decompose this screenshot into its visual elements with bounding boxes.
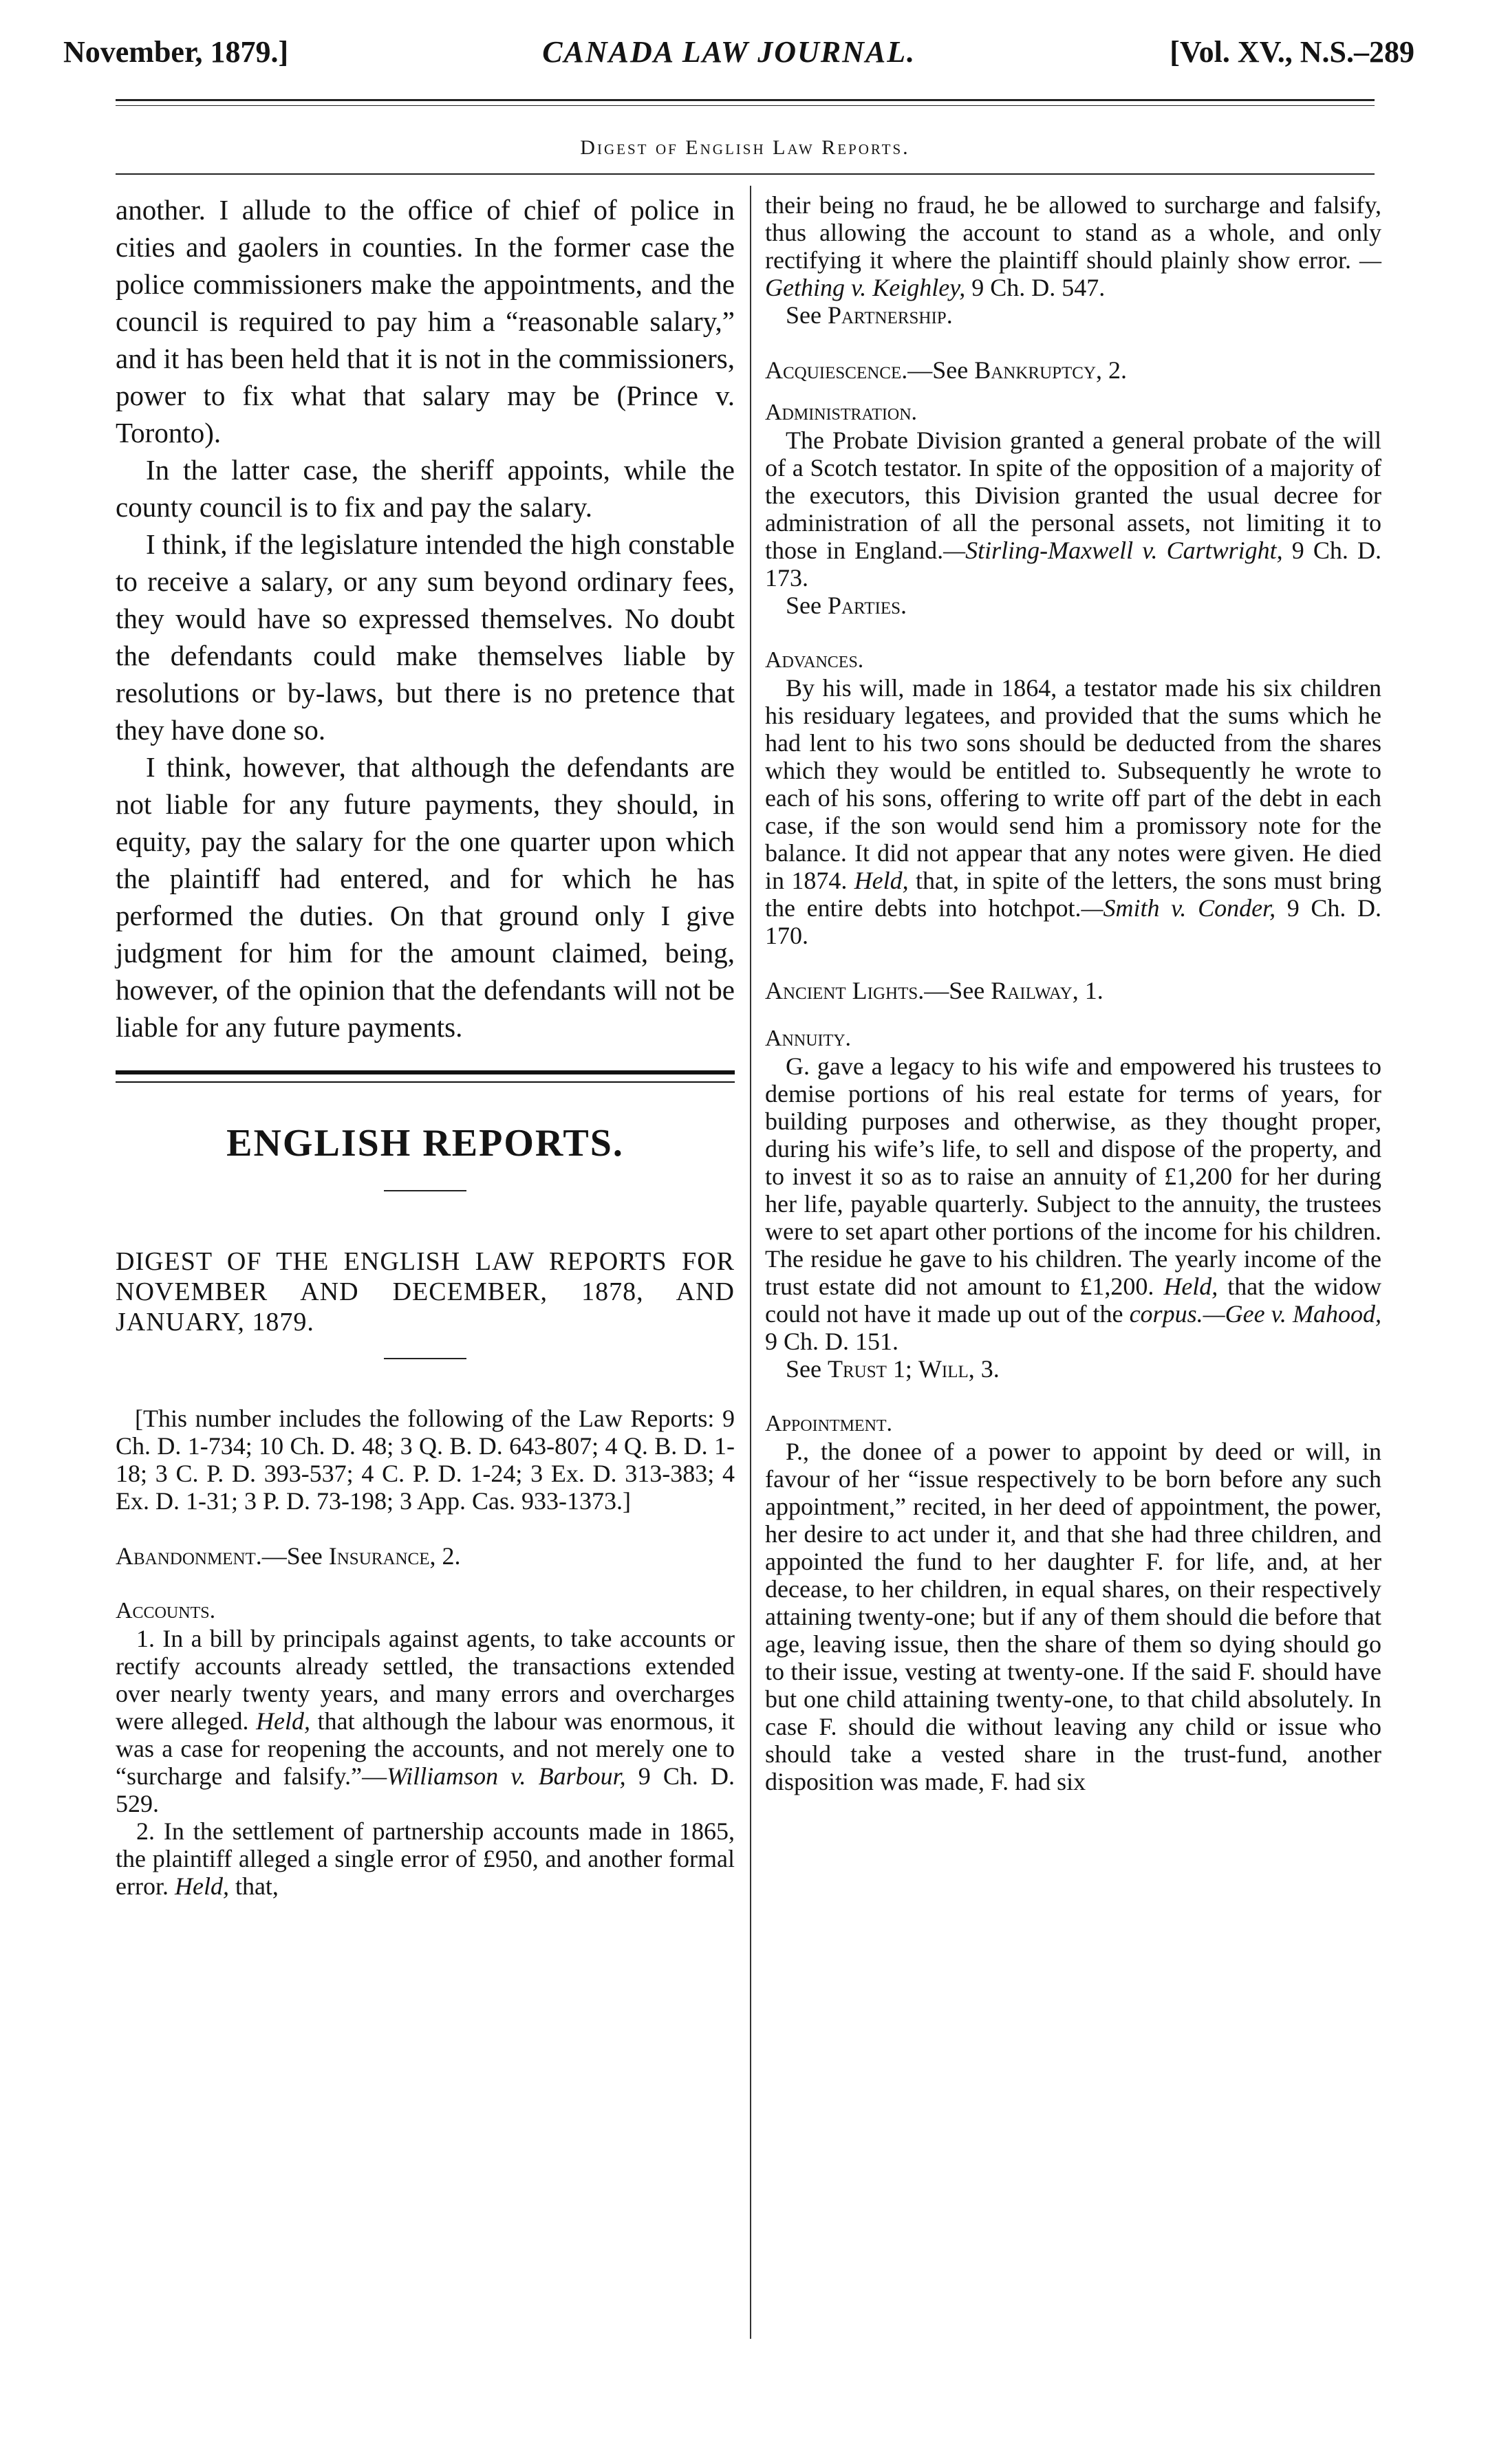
entry-acquiescence (765, 356, 1381, 384)
entry-head: Ancient Lights. (765, 977, 925, 1004)
cross-reference-number: , 1. (1072, 977, 1103, 1004)
entry-paragraph (116, 1625, 735, 1817)
entry-text: 2. In the settlement of partnership accounts made in 1865, the plaintiff alleged a single error of £950, and another formal error. (116, 1817, 735, 1900)
header-date: November, 1879.] (63, 35, 289, 69)
section-divider (116, 1070, 735, 1083)
reports-note: [This number includes the following of the Law Reports: 9 Ch. D. 1-734; 10 Ch. D. 48; 3 Q. B. D. 643-807; 4 Q. B. D. 1-18; 3 C. P. D. 393-537; 4 C. P. D. 1-24; 3 Ex. D. 313-383; 4 Ex. D. 1-31; 3 P. D. 73-198; 3 App. Cas. 933-1373.] (116, 1405, 735, 1515)
paragraph: another. I allude to the office of chief of police in cities and gaolers in counties. In the former case the police commissioners make the appointments, and the council is required to pay him a “reasonable salary,” and it has been held that it is not in the commissioners, power to fix what that salary may be (Prince v. Toronto). (116, 194, 735, 449)
entry-ancient-lights (765, 977, 1381, 1004)
entry-head: Accounts. (116, 1598, 216, 1623)
cross-reference: Railway (991, 977, 1073, 1004)
case-name: —Smith v. Conder, (1081, 894, 1276, 922)
entry-text: 1. In a bill by principals against agents, to take accounts or rectify accounts already settled, the transactions extended over nearly twenty years, and many errors and overcharges were alleged. (116, 1625, 735, 1735)
entry-administration (765, 399, 1381, 619)
entry-text: that although the labour was enormous, it was a case for reopening the accounts, and not merely one to “surcharge and falsify.”— (116, 1707, 735, 1790)
see-prefix: —See (907, 356, 969, 384)
entry-paragraph: P., the donee of a power to appoint by deed or will, in favour of her “issue respectively to be born before any such appointment,” recited, in her deed of appointment, the power, her desire to act under it, and that she had three children, and appointed the fund to her daughter F. for life, and, at her decease, to her children, in equal shares, on their respectively attaining twenty-one; but if any of them should die before that age, leaving issue, then the share of them so dying should go to their issue, vesting at twenty-one. If the said F. should have but one child attaining twenty-one, to that child absolutely. In case F. should die without leaving any child or issue who should take a vested share in the trust-fund, another disposition was made, F. had six (765, 1438, 1381, 1795)
digest-rule (384, 1358, 466, 1359)
see-prefix: —See (924, 977, 985, 1004)
paragraph: I think, if the legislature intended the high constable to receive a salary, or any sum beyond ordinary fees, they would have so expressed themselves. No doubt the defendants could make themselves liable by resolutions or by-laws, but there is no pretence that they have done so. (116, 528, 735, 746)
journal-title: CANADA LAW JOURNAL. (542, 35, 916, 69)
entry-annuity (765, 1025, 1381, 1383)
subhead-rule (116, 173, 1375, 175)
left-column (116, 191, 735, 1900)
entry-head: Appointment. (765, 1411, 893, 1436)
held: Held, (174, 1872, 229, 1900)
entry-paragraph (765, 674, 1381, 949)
entry-head: Acquiescence. (765, 356, 908, 384)
cross-reference: Insurance (328, 1542, 430, 1570)
cross-reference: Bankruptcy (974, 356, 1097, 384)
held: Held, (854, 867, 909, 894)
judgment-text (116, 191, 735, 1046)
entry-text: G. gave a legacy to his wife and empowered his trustees to demise portions of his real estate for terms of years, for building purposes and otherwise, as they thought proper, during his wife’s life, to sell and dispose of the property, and to invest it so as to raise an annuity of £1,200 for her during her life, payable quarterly. Subject to the annuity, the trustees were to set apart other portions of the income for his children. The residue he gave to his children. The yearly income of the trust estate did not amount to £1,200. (765, 1052, 1381, 1300)
held: Held, (256, 1707, 311, 1735)
header-rule (116, 99, 1375, 106)
right-column (765, 191, 1381, 1795)
volume-page: [Vol. XV., N.S.–289 (1170, 35, 1414, 69)
digest-title: DIGEST OF THE ENGLISH LAW REPORTS FOR NOVEMBER AND DECEMBER, 1878, AND JANUARY, 1879. (116, 1247, 735, 1337)
section-subhead: Digest of English Law Reports. (580, 136, 910, 159)
cross-reference-number: , 2. (429, 1542, 461, 1570)
entry-paragraph (116, 1817, 735, 1900)
citation: 9 Ch. D. 173. (765, 537, 1381, 592)
entry-advances (765, 647, 1381, 949)
see-also (765, 301, 1381, 329)
entry-appointment (765, 1410, 1381, 1795)
latin-term: corpus. (1129, 1300, 1203, 1328)
citation: 9 Ch. D. 170. (765, 894, 1382, 949)
see-prefix: —See (261, 1542, 323, 1570)
held: Held, (1163, 1273, 1218, 1300)
entry-text: their being no fraud, he be allowed to surcharge and falsify, thus allowing the account to stand as a whole, and only rectifying it where the plaintiff should plainly show error. (765, 191, 1381, 274)
column-divider (750, 186, 751, 2339)
cross-reference-number: , 2. (1096, 356, 1128, 384)
cross-reference: Trust (827, 1355, 887, 1383)
entry-text: that, (235, 1872, 279, 1900)
cross-reference: Will (918, 1355, 969, 1383)
entry-text: that, in spite of the letters, the sons must bring the entire debts into hotchpot. (765, 867, 1381, 922)
paragraph: In the latter case, the sheriff appoints, while the county council is to fix and pay the salary. (116, 454, 735, 523)
entry-paragraph (765, 1052, 1381, 1355)
see-prefix: See (786, 301, 821, 329)
entry-text: that the widow could not have it made up out of the (765, 1273, 1382, 1328)
citation: 9 Ch. D. 151. (765, 1328, 899, 1355)
see-also (765, 592, 1381, 619)
entry-paragraph (765, 426, 1381, 592)
entry-abandonment (116, 1542, 735, 1570)
entry-text: The Probate Division granted a general probate of the will of a Scotch testator. In spite of the opposition of a majority of the executors, this Division granted the usual decree for administration of all the personal assets, not limiting it to those in England. (765, 426, 1381, 564)
title-rule (384, 1190, 466, 1191)
citation: 9 Ch. D. 547. (971, 274, 1106, 301)
entry-head: Advances. (765, 647, 864, 673)
entry-text: By his will, made in 1864, a testator made his six children his residuary legatees, and provided that the sums which he had lent to his two sons should be deducted from the shares which they would be entitled to. Subsequently he wrote to each of his sons, offering to write off part of the debt in each case, if the son would send him a promissory note for the balance. It did not appear that any notes were given. He died in 1874. (765, 674, 1381, 894)
section-title: ENGLISH REPORTS. (226, 1122, 624, 1165)
case-name: —Stirling-Maxwell v. Cartwright, (943, 537, 1283, 564)
cross-reference-number: 1; (886, 1355, 918, 1383)
paragraph: I think, however, that although the defendants are not liable for any future payments, they should, in equity, pay the salary for the one quarter upon which the plaintiff had entered, and for which he has performed the duties. On that ground only I give judgment for him for the amount claimed, being, however, of the opinion that the defendants will not be liable for any future payments. (116, 751, 735, 1043)
see-also (765, 1355, 1381, 1383)
entry-head: Administration. (765, 400, 918, 425)
see-prefix: See (786, 592, 821, 619)
running-header (63, 25, 1414, 80)
citation: 9 Ch. D. 529. (116, 1762, 735, 1817)
case-name: —Gee v. Mahood, (1203, 1300, 1381, 1328)
entry-head: Abandonment. (116, 1542, 262, 1570)
entry-continuation (765, 191, 1381, 301)
case-name: Williamson v. Barbour, (387, 1762, 626, 1790)
cross-reference-number: , 3. (968, 1355, 1000, 1383)
cross-reference: Partnership. (827, 301, 953, 329)
entry-head: Annuity. (765, 1026, 852, 1051)
cross-reference: Parties. (827, 592, 907, 619)
see-prefix: See (786, 1355, 821, 1383)
case-name: —Gething v. Keighley, (765, 246, 1382, 301)
entry-accounts (116, 1597, 735, 1900)
